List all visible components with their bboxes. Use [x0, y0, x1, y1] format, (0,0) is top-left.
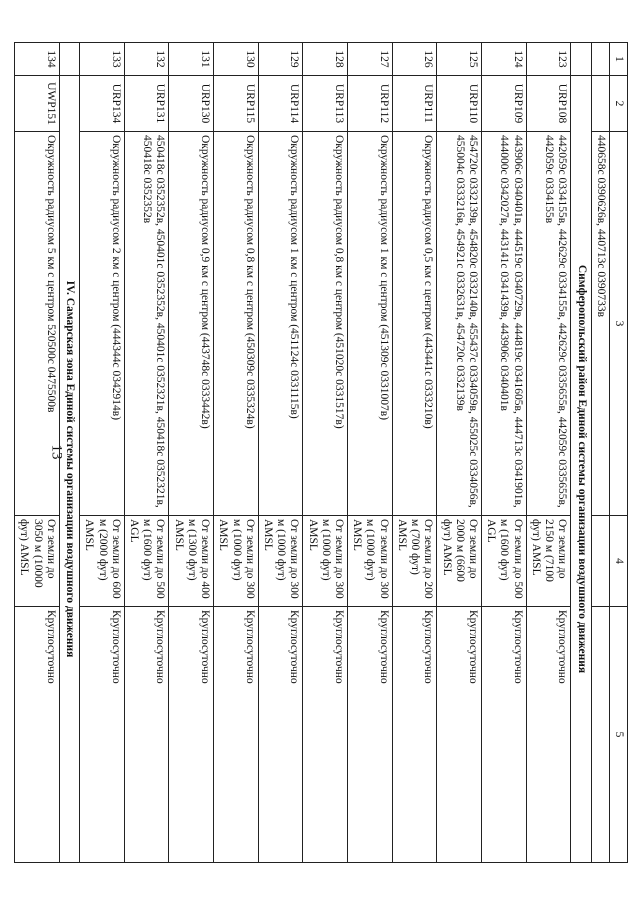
- table-row: [526, 43, 571, 863]
- operating-time: Круглосуточно: [437, 607, 482, 863]
- operating-time: Круглосуточно: [214, 607, 259, 863]
- operating-time: Круглосуточно: [392, 607, 437, 863]
- section-row: [59, 43, 79, 863]
- table-row: [303, 43, 348, 863]
- altitude-limits: От земли до 500 м (1600 фут) AGL: [482, 516, 527, 607]
- altitude-limits: От земли до 300 м (1000 фут) AMSL: [214, 516, 259, 607]
- section-title: IV. Самарская зона Единой системы организации воздушного движения: [59, 76, 79, 863]
- row-number: 123: [526, 43, 571, 76]
- zone-description: 454720с 0332139в, 454820с 0332140в, 455437с 0334059в, 455025с 0334056в, 455004с 0333216в, 454921с 0332631в, 454720с 0332139в: [437, 132, 482, 516]
- row-number: 130: [214, 43, 259, 76]
- table-row: [15, 43, 60, 863]
- operating-time: Круглосуточно: [482, 607, 527, 863]
- operating-time: Круглосуточно: [80, 607, 125, 863]
- zone-code: URP112: [348, 76, 393, 132]
- zone-code: URP131: [124, 76, 169, 132]
- empty-cell: [59, 43, 79, 76]
- altitude-limits: От земли до 2150 м (7100 фут) AMSL: [526, 516, 571, 607]
- row-number: 134: [15, 43, 60, 76]
- zone-code: URP108: [526, 76, 571, 132]
- zone-description: Окружность радиусом 0,8 км с центром (450309с 0335324в): [214, 132, 259, 516]
- header-cell: 4: [609, 516, 627, 607]
- operating-time: Круглосуточно: [348, 607, 393, 863]
- table-row: [80, 43, 125, 863]
- zone-code: URP134: [80, 76, 125, 132]
- restricted-zones-table: [14, 42, 628, 863]
- empty-cell: [591, 76, 609, 132]
- row-number: 126: [392, 43, 437, 76]
- row-number: 133: [80, 43, 125, 76]
- row-number: 128: [303, 43, 348, 76]
- zone-code: UWP151: [15, 76, 60, 132]
- altitude-limits: От земли до 300 м (1000 фут) AMSL: [303, 516, 348, 607]
- zone-description: 442059с 0334155в, 442629с 0334155в, 442629с 0335655в, 442059с 0335655в, 442059с 0334155в: [526, 132, 571, 516]
- zone-description: Окружность радиусом 1 км с центром (451309с 0331007в): [348, 132, 393, 516]
- table-row: [437, 43, 482, 863]
- table-row: [392, 43, 437, 863]
- altitude-limits: От земли до 3050 м (10000 фут) AMSL: [15, 516, 60, 607]
- table-row: [214, 43, 259, 863]
- zone-code: URP130: [169, 76, 214, 132]
- operating-time: Круглосуточно: [258, 607, 303, 863]
- zone-code: URP115: [214, 76, 259, 132]
- row-number: 124: [482, 43, 527, 76]
- table-row: [124, 43, 169, 863]
- operating-time: Круглосуточно: [526, 607, 571, 863]
- empty-cell: [591, 43, 609, 76]
- header-cell: 1: [609, 43, 627, 76]
- zone-description: Окружность радиусом 5 км с центром 520500с 0475500в: [15, 132, 60, 516]
- zone-description: Окружность радиусом 2 км с центром (444344с 0342914в): [80, 132, 125, 516]
- page-number: 13: [48, 444, 65, 460]
- zone-code: URP109: [482, 76, 527, 132]
- altitude-limits: От земли до 200 м (700 фут) AMSL: [392, 516, 437, 607]
- zone-code: URP114: [258, 76, 303, 132]
- altitude-limits: От земли до 300 м (1000 фут) AMSL: [348, 516, 393, 607]
- table-row: [348, 43, 393, 863]
- altitude-limits: От земли до 2000 м (6600 фут) AMSL: [437, 516, 482, 607]
- rotated-table-frame: [18, 42, 628, 863]
- empty-cell: [571, 43, 591, 76]
- zone-code: URP113: [303, 76, 348, 132]
- header-cell: 2: [609, 76, 627, 132]
- empty-cell: [591, 607, 609, 863]
- section-title: Симферопольский район Единой системы организации воздушного движения: [571, 76, 591, 863]
- zone-description: 450418с 0352352в, 450401с 0352352в, 450401с 0352321в, 450418с 0352321в, 450418с 0352352в: [124, 132, 169, 516]
- zone-description: Окружность радиусом 0,9 км с центром (443748с 0333442в): [169, 132, 214, 516]
- zone-code: URP110: [437, 76, 482, 132]
- zone-description: Окружность радиусом 1 км с центром (451124с 0331115в): [258, 132, 303, 516]
- header-cell: 3: [609, 132, 627, 516]
- zone-description: Окружность радиусом 0,5 км с центром (443441с 0333210в): [392, 132, 437, 516]
- table-row: [169, 43, 214, 863]
- operating-time: Круглосуточно: [15, 607, 60, 863]
- section-row: [571, 43, 591, 863]
- altitude-limits: От земли до 500 м (1600 фут) AGL: [124, 516, 169, 607]
- zone-code: URP111: [392, 76, 437, 132]
- table-row: [258, 43, 303, 863]
- altitude-limits: От земли до 300 м (1000 фут) AMSL: [258, 516, 303, 607]
- row-number: 125: [437, 43, 482, 76]
- operating-time: Круглосуточно: [124, 607, 169, 863]
- operating-time: Круглосуточно: [303, 607, 348, 863]
- zone-description: 443906с 0340401в, 444519с 0340729в, 444819с 0341605в, 444713с 0341901в, 444000с 0342027в, 443141с 0341439в, 443906с 0340401в: [482, 132, 527, 516]
- row-number: 132: [124, 43, 169, 76]
- continuation-row: [591, 43, 609, 863]
- table-row: [482, 43, 527, 863]
- row-number: 129: [258, 43, 303, 76]
- row-number: 131: [169, 43, 214, 76]
- altitude-limits: От земли до 600 м (2000 фут) AMSL: [80, 516, 125, 607]
- table-header-row: [609, 43, 627, 863]
- continuation-description: 440658с 0390626в, 440713с 0390733в: [591, 132, 609, 516]
- altitude-limits: От земли до 400 м (1300 фут) AMSL: [169, 516, 214, 607]
- zone-description: Окружность радиусом 0,8 км с центром (451020с 0331517в): [303, 132, 348, 516]
- row-number: 127: [348, 43, 393, 76]
- empty-cell: [591, 516, 609, 607]
- operating-time: Круглосуточно: [169, 607, 214, 863]
- header-cell: 5: [609, 607, 627, 863]
